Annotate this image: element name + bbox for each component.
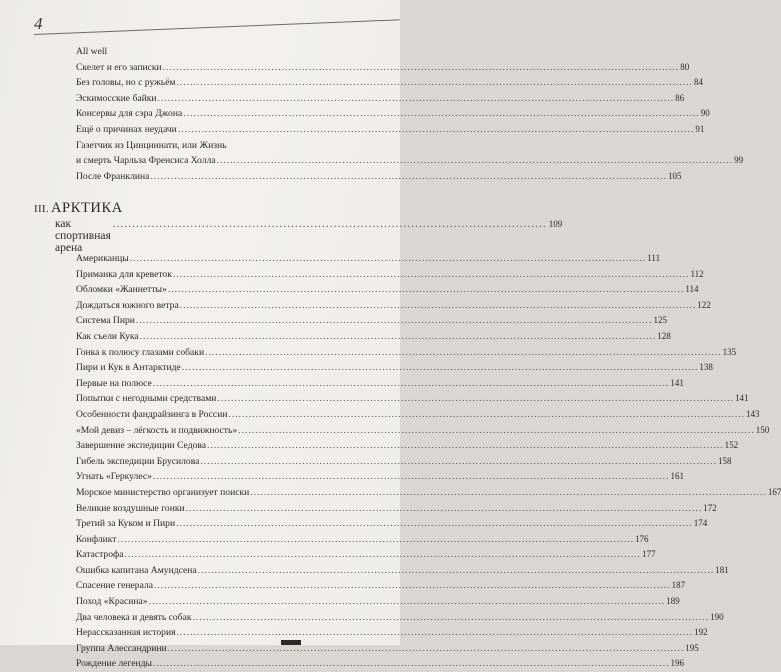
toc-entry-page: 135 [722, 346, 737, 357]
toc-entry-page: 167 [767, 486, 781, 497]
toc-entry-page: 181 [715, 564, 729, 575]
toc-entry-title: Завершение экспедиции Седова [76, 440, 207, 452]
toc-entry-title: После Франклина [76, 170, 150, 182]
toc-entry-page: 172 [703, 502, 717, 513]
toc-entry-page: 196 [670, 658, 684, 669]
leader-dots [207, 438, 724, 454]
toc-entry[interactable] [76, 594, 680, 610]
toc-entry-title: Великие воздушные гонки [76, 502, 185, 514]
toc-entry[interactable] [76, 153, 744, 169]
toc-entry[interactable] [76, 656, 684, 672]
toc-entry[interactable] [76, 267, 704, 283]
toc-entry-title: Обломки «Жаннетты» [76, 284, 167, 296]
toc-entry-title: Ещё о причинах неудачи [76, 123, 177, 135]
toc-entry-page: 176 [635, 533, 649, 544]
toc-entry[interactable] [76, 44, 386, 60]
header-rule [34, 19, 400, 35]
toc-entry-page: 177 [642, 549, 656, 560]
toc-entry[interactable] [76, 423, 770, 439]
toc-entry[interactable] [76, 138, 386, 154]
toc-entry-title: Попытки с негодными средствами [76, 393, 217, 405]
leader-dots [140, 329, 657, 345]
toc-entry-title: Система Пири [76, 315, 135, 327]
toc-entry[interactable] [76, 282, 699, 298]
toc-entry[interactable] [76, 485, 781, 501]
toc-entry[interactable] [76, 641, 699, 657]
leader-dots [125, 547, 642, 563]
toc-entry[interactable] [76, 391, 749, 407]
toc-entry-page: 86 [675, 92, 685, 103]
toc-entry-title: Приманка для креветок [76, 268, 172, 280]
toc-entry-title: Ошибка капитана Амундсена [76, 564, 197, 576]
toc-entry-page: 90 [700, 108, 710, 119]
toc-entry-page: 91 [695, 123, 705, 134]
leader-dots [176, 516, 693, 532]
toc-entry-title: Морское министерство организует поиски [76, 486, 250, 498]
toc-entry[interactable] [76, 578, 686, 594]
toc-entry-title: Консервы для сэра Джона [76, 108, 183, 120]
leader-dots [113, 218, 547, 230]
toc-entry-page: 187 [671, 580, 686, 591]
leader-dots [250, 485, 767, 501]
leader-dots [238, 423, 755, 439]
toc-entry-title: Эскимосские байки [76, 92, 157, 104]
leader-dots [168, 641, 685, 657]
toc-entry-page: 150 [755, 424, 770, 435]
toc-entry-title: Дождаться южного ветра [76, 299, 179, 311]
leader-dots [150, 169, 667, 185]
toc-entry[interactable] [76, 501, 717, 517]
toc-entry-title: Скелет и его записки [76, 61, 162, 73]
toc-entry-title: Гонка к полюсу глазами собаки [76, 346, 205, 358]
toc-section-two [76, 251, 781, 672]
leader-dots [117, 532, 634, 548]
toc-entry-page: 112 [690, 268, 704, 279]
toc-entry[interactable] [76, 610, 724, 626]
toc-entry-title: Рождение легенды [76, 658, 152, 670]
leader-dots [153, 656, 670, 672]
toc-entry-page: 138 [699, 362, 713, 373]
toc-entry[interactable] [76, 122, 705, 138]
toc-entry[interactable] [76, 547, 656, 563]
toc-entry-title: Угнать «Геркулес» [76, 471, 152, 483]
toc-entry[interactable] [76, 563, 729, 579]
toc-entry-page: 158 [717, 455, 732, 466]
toc-entry-page: 152 [724, 440, 739, 451]
toc-entry[interactable] [76, 329, 671, 345]
toc-entry-title: Группа Алессандрини [76, 642, 167, 654]
toc-entry[interactable] [76, 532, 649, 548]
toc-entry-title: Как съели Кука [76, 330, 139, 342]
page-tab-mark [281, 640, 301, 645]
part-title: АРКТИКА [50, 200, 123, 216]
toc-entry-title: Два человека и девять собак [76, 611, 192, 623]
leader-dots [168, 282, 685, 298]
toc-entry-page: 161 [670, 471, 684, 482]
part-page: 109 [548, 219, 563, 229]
part-subtitle: как спортивная арена [55, 218, 111, 254]
leader-dots [158, 91, 675, 107]
toc-entry-page: 195 [685, 642, 699, 653]
page-number: 4 [34, 14, 43, 33]
leader-dots [193, 610, 710, 626]
toc-entry-title: Газетчик из Цинциннати, или Жизнь [76, 139, 227, 151]
part-subtitle-row[interactable] [55, 218, 563, 254]
toc-entry-title: Третий за Куком и Пири [76, 518, 176, 530]
toc-entry-page: 111 [647, 253, 661, 263]
toc-entry[interactable] [76, 106, 710, 122]
toc-entry[interactable] [76, 469, 684, 485]
toc-entry-title: Американцы [76, 253, 129, 264]
toc-entry-title: Без головы, но с ружьём [76, 77, 176, 89]
toc-entry-page: 122 [697, 299, 711, 310]
toc-entry[interactable] [76, 454, 732, 470]
toc-entry-title: Спасение генерала [76, 580, 153, 592]
toc-entry[interactable] [76, 75, 704, 91]
toc-entry[interactable] [76, 251, 661, 267]
leader-dots [153, 469, 670, 485]
toc-entry-title: Гибель экспедиции Брусилова [76, 455, 200, 467]
toc-section-one [76, 44, 744, 184]
leader-dots [153, 376, 670, 392]
toc-entry[interactable] [76, 298, 711, 314]
toc-entry-page: 143 [746, 408, 760, 419]
toc-entry[interactable] [76, 360, 713, 376]
toc-entry-title: и смерть Чарльза Френсиса Холла [76, 155, 216, 167]
leader-dots [217, 391, 734, 407]
leader-dots [198, 563, 715, 579]
leader-dots [177, 625, 694, 641]
toc-entry-title: Катастрофа [76, 549, 124, 561]
toc-entry-page: 174 [693, 518, 708, 529]
toc-entry-page: 128 [657, 330, 671, 341]
toc-entry-title: Поход «Красина» [76, 596, 148, 608]
leader-dots [183, 106, 700, 122]
toc-entry[interactable] [76, 376, 684, 392]
leader-dots [180, 298, 697, 314]
leader-dots [173, 267, 690, 283]
toc-entry-title: Конфликт [76, 533, 117, 545]
toc-entry[interactable] [76, 169, 682, 185]
leader-dots [163, 60, 680, 76]
leader-dots [205, 345, 722, 361]
toc-entry-page: 190 [710, 611, 724, 622]
leader-dots [182, 360, 699, 376]
toc-entry-page: 105 [667, 170, 682, 181]
leader-dots [178, 122, 695, 138]
toc-entry-title: Первые на полюсе [76, 377, 152, 389]
leader-dots [149, 594, 666, 610]
leader-dots [228, 407, 745, 423]
toc-entry-title: All well [76, 46, 108, 57]
leader-dots [176, 75, 693, 91]
toc-entry-page: 192 [694, 627, 708, 638]
toc-entry[interactable] [76, 60, 690, 76]
toc-entry-page: 125 [653, 315, 667, 326]
toc-entry-page: 141 [734, 393, 749, 404]
toc-entry-page: 189 [666, 596, 680, 607]
toc-entry[interactable] [76, 625, 708, 641]
toc-entry-title: Пири и Кук в Антарктиде [76, 362, 181, 374]
toc-entry-page: 80 [680, 61, 690, 72]
leader-dots [154, 578, 671, 594]
toc-entry-page: 141 [670, 377, 684, 388]
leader-dots [217, 153, 734, 169]
toc-entry-page: 99 [734, 155, 744, 166]
toc-entry-page: 114 [685, 284, 699, 295]
leader-dots [186, 501, 703, 517]
toc-entry[interactable] [76, 516, 708, 532]
toc-entry[interactable] [76, 345, 737, 361]
toc-entry[interactable] [76, 91, 685, 107]
part-heading [34, 200, 563, 254]
toc-entry[interactable] [76, 407, 760, 423]
leader-dots [136, 313, 653, 329]
leader-dots [200, 454, 717, 470]
toc-entry-title: Особенности фандрайзинга в России [76, 408, 228, 420]
toc-entry-title: Нерассказанная история [76, 627, 176, 639]
toc-entry[interactable] [76, 313, 667, 329]
toc-entry-page: 84 [694, 77, 704, 88]
toc-entry-title: «Мой девиз – лёгкость и подвижность» [76, 424, 238, 436]
toc-entry[interactable] [76, 438, 739, 454]
leader-dots [130, 251, 647, 267]
part-numeral: III. [34, 203, 49, 215]
